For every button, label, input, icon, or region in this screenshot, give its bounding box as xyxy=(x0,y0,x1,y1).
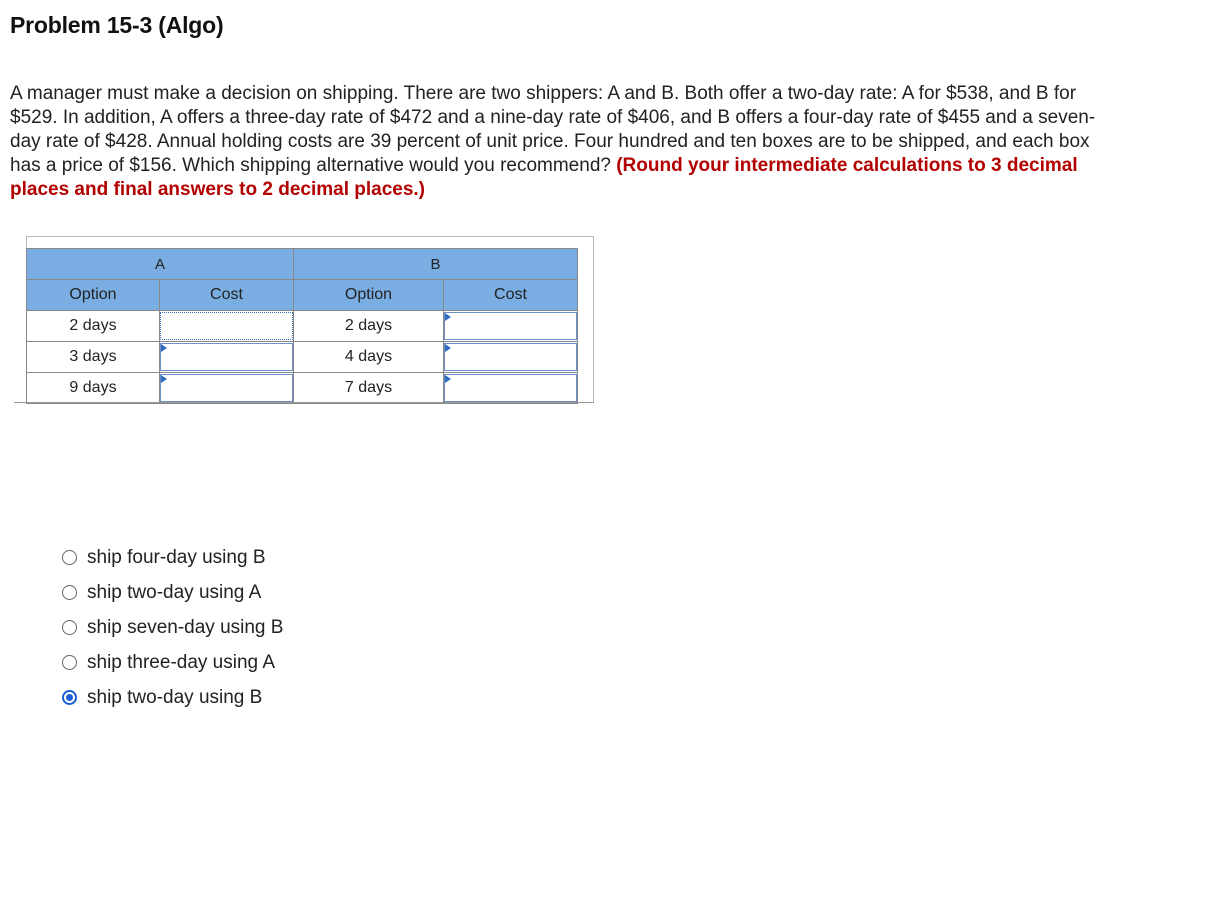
radio-button-selected[interactable] xyxy=(62,690,77,705)
col-header-option-b: Option xyxy=(294,280,444,311)
option-item[interactable] xyxy=(62,540,283,575)
col-header-option-a: Option xyxy=(27,280,160,311)
b-cost-field[interactable] xyxy=(444,374,577,402)
radio-button[interactable] xyxy=(62,655,77,670)
b-option-cell: 4 days xyxy=(294,342,444,373)
option-item[interactable] xyxy=(62,680,283,715)
input-flag-icon xyxy=(161,344,167,352)
input-flag-icon xyxy=(161,375,167,383)
a-cost-field[interactable] xyxy=(160,312,293,340)
option-label[interactable]: ship four-day using B xyxy=(87,546,266,568)
b-cost-input-row2[interactable] xyxy=(444,342,578,373)
a-option-cell: 3 days xyxy=(27,342,160,373)
b-cost-input-row3[interactable] xyxy=(444,373,578,404)
group-header-a: A xyxy=(27,249,294,280)
rounding-instruction: (Round your intermediate calculations to 3 decimal places and final answers to 2 decimal places.) xyxy=(10,155,1078,200)
problem-text: A manager must make a decision on shipping. There are two shippers: A and B. Both offer a two-day rate: A for $538, and B for $529. In addition, A offers a three-day rate of $472 and a nine-day rate of $406, and B offers a four-day rate of $455 and a seven-day rate of $428. Annual holding costs are 39 percent of unit price. Four hundred and ten boxes are to be shipped, and each box has a price of $156. Which shipping alternative would you recommend? xyxy=(10,83,1096,176)
b-option-cell: 7 days xyxy=(294,373,444,404)
b-option-cell: 2 days xyxy=(294,311,444,342)
a-cost-field[interactable] xyxy=(160,343,293,371)
b-cost-field[interactable] xyxy=(444,312,577,340)
problem-statement xyxy=(10,82,1110,202)
a-cost-input-row2[interactable] xyxy=(160,342,294,373)
a-cost-input-row3[interactable] xyxy=(160,373,294,404)
option-item[interactable] xyxy=(62,645,283,680)
option-item[interactable] xyxy=(62,610,283,645)
option-label[interactable]: ship two-day using A xyxy=(87,581,262,603)
option-label[interactable]: ship two-day using B xyxy=(87,686,263,708)
radio-button[interactable] xyxy=(62,550,77,565)
input-flag-icon xyxy=(445,344,451,352)
option-label[interactable]: ship three-day using A xyxy=(87,651,276,673)
option-label[interactable]: ship seven-day using B xyxy=(87,616,284,638)
a-cost-field[interactable] xyxy=(160,374,293,402)
radio-button[interactable] xyxy=(62,585,77,600)
col-header-cost-a: Cost xyxy=(160,280,294,311)
group-header-b: B xyxy=(294,249,578,280)
a-option-cell: 2 days xyxy=(27,311,160,342)
b-cost-field[interactable] xyxy=(444,343,577,371)
input-flag-icon xyxy=(445,313,451,321)
input-flag-icon xyxy=(445,375,451,383)
option-item[interactable] xyxy=(62,575,283,610)
b-cost-input-row1[interactable] xyxy=(444,311,578,342)
problem-title: Problem 15-3 (Algo) xyxy=(10,12,224,38)
col-header-cost-b: Cost xyxy=(444,280,578,311)
a-cost-input-row1[interactable] xyxy=(160,311,294,342)
a-option-cell: 9 days xyxy=(27,373,160,404)
radio-button[interactable] xyxy=(62,620,77,635)
answer-options xyxy=(62,540,283,715)
answer-table xyxy=(14,236,594,403)
